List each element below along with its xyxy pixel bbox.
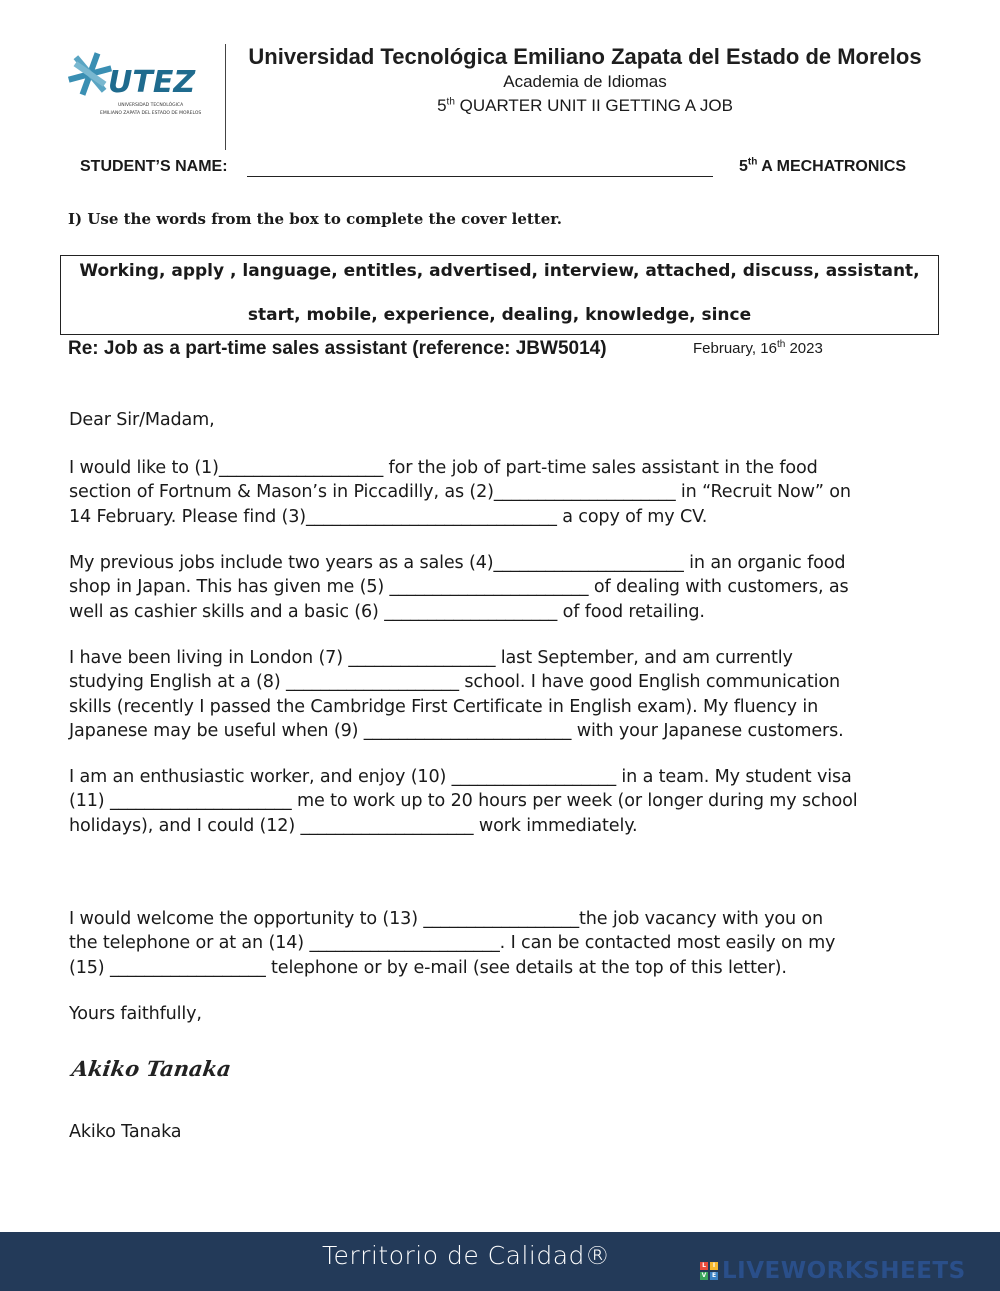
letter-line: Japanese may be useful when (9) ________________________ with your Japanese customers. <box>69 720 844 741</box>
letter-line: I would welcome the opportunity to (13) __________________the job vacancy with you on <box>69 909 824 929</box>
svg-text:UNIVERSIDAD TECNOLÓGICA: UNIVERSIDAD TECNOLÓGICA <box>118 103 184 108</box>
student-name-label: STUDENT’S NAME: <box>80 158 228 175</box>
letter-line: skills (recently I passed the Cambridge First Certificate in English exam). My fluency in <box>69 696 819 717</box>
student-name-field[interactable] <box>247 176 713 177</box>
letter-line: the telephone or at an (14) ______________________. I can be contacted most easily on my <box>69 933 836 954</box>
header-divider <box>225 44 226 150</box>
paragraph-2 <box>69 551 849 624</box>
word-box-line: Working, apply , language, entitles, advertised, interview, attached, discuss, assistant, <box>79 261 920 281</box>
word-box <box>60 255 939 335</box>
letter-line: I am an enthusiastic worker, and enjoy (10) ___________________ in a team. My student visa <box>69 767 852 787</box>
letter-line: I have been living in London (7) _________________ last September, and am currently <box>69 648 793 668</box>
liveworksheets-icon: L I V E <box>701 1262 717 1279</box>
svg-text:EMILIANO ZAPATA DEL ESTADO DE: EMILIANO ZAPATA DEL ESTADO DE MORELOS <box>100 111 202 116</box>
subject-line: Re: Job as a part-time sales assistant (reference: JBW5014) <box>68 338 607 359</box>
letter-line: (15) __________________ telephone or by e-mail (see details at the top of this letter). <box>69 957 787 978</box>
paragraph-1 <box>69 456 851 529</box>
paragraph-3 <box>69 646 844 743</box>
utez-logo <box>68 50 213 122</box>
sender-name: Akiko Tanaka <box>69 1122 182 1142</box>
letter-line: holidays), and I could (12) ____________________ work immediately. <box>69 815 638 836</box>
letter-line: well as cashier skills and a basic (6) ____________________ of food retailing. <box>69 601 705 622</box>
paragraph-4 <box>69 765 857 838</box>
word-box-line: start, mobile, experience, dealing, knowledge, since <box>247 305 752 325</box>
letter-line: studying English at a (8) ____________________ school. I have good English communication <box>69 672 840 693</box>
letter-line: (11) _____________________ me to work up to 20 hours per week (or longer during my school <box>69 791 858 812</box>
instructions: I) Use the words from the box to complete the cover letter. <box>68 210 563 228</box>
letter-line: shop in Japan. This has given me (5) _______________________ of dealing with customers, as <box>69 577 849 598</box>
letter-line: section of Fortnum & Mason’s in Piccadilly, as (2)_____________________ in “Recruit Now” on <box>69 482 851 503</box>
liveworksheets-text: LIVEWORKSHEETS <box>722 1258 966 1284</box>
letter-line: My previous jobs include two years as a sales (4)______________________ in an organic food <box>69 553 846 573</box>
signature: Akiko Tanaka <box>70 1056 233 1081</box>
paragraph-5 <box>69 907 835 980</box>
letter-line: I would like to (1)___________________ for the job of part-time sales assistant in the food <box>69 458 818 478</box>
salutation: Dear Sir/Madam, <box>69 410 215 430</box>
university-name: Universidad Tecnológica Emiliano Zapata del Estado de Morelos <box>248 44 922 69</box>
logo-text: UTEZ <box>108 65 196 100</box>
academy-name: Academia de Idiomas <box>503 72 667 91</box>
quarter-unit-title: 5th QUARTER UNIT II GETTING A JOB <box>437 96 733 115</box>
closing: Yours faithfully, <box>69 1004 202 1024</box>
group-label: 5th A MECHATRONICS <box>739 156 907 175</box>
liveworksheets-watermark <box>700 1258 966 1284</box>
footer-tagline: Territorio de Calidad® <box>322 1241 611 1270</box>
letter-date: February, 16th 2023 <box>693 339 823 357</box>
letter-line: 14 February. Please find (3)_____________________________ a copy of my CV. <box>69 506 708 527</box>
